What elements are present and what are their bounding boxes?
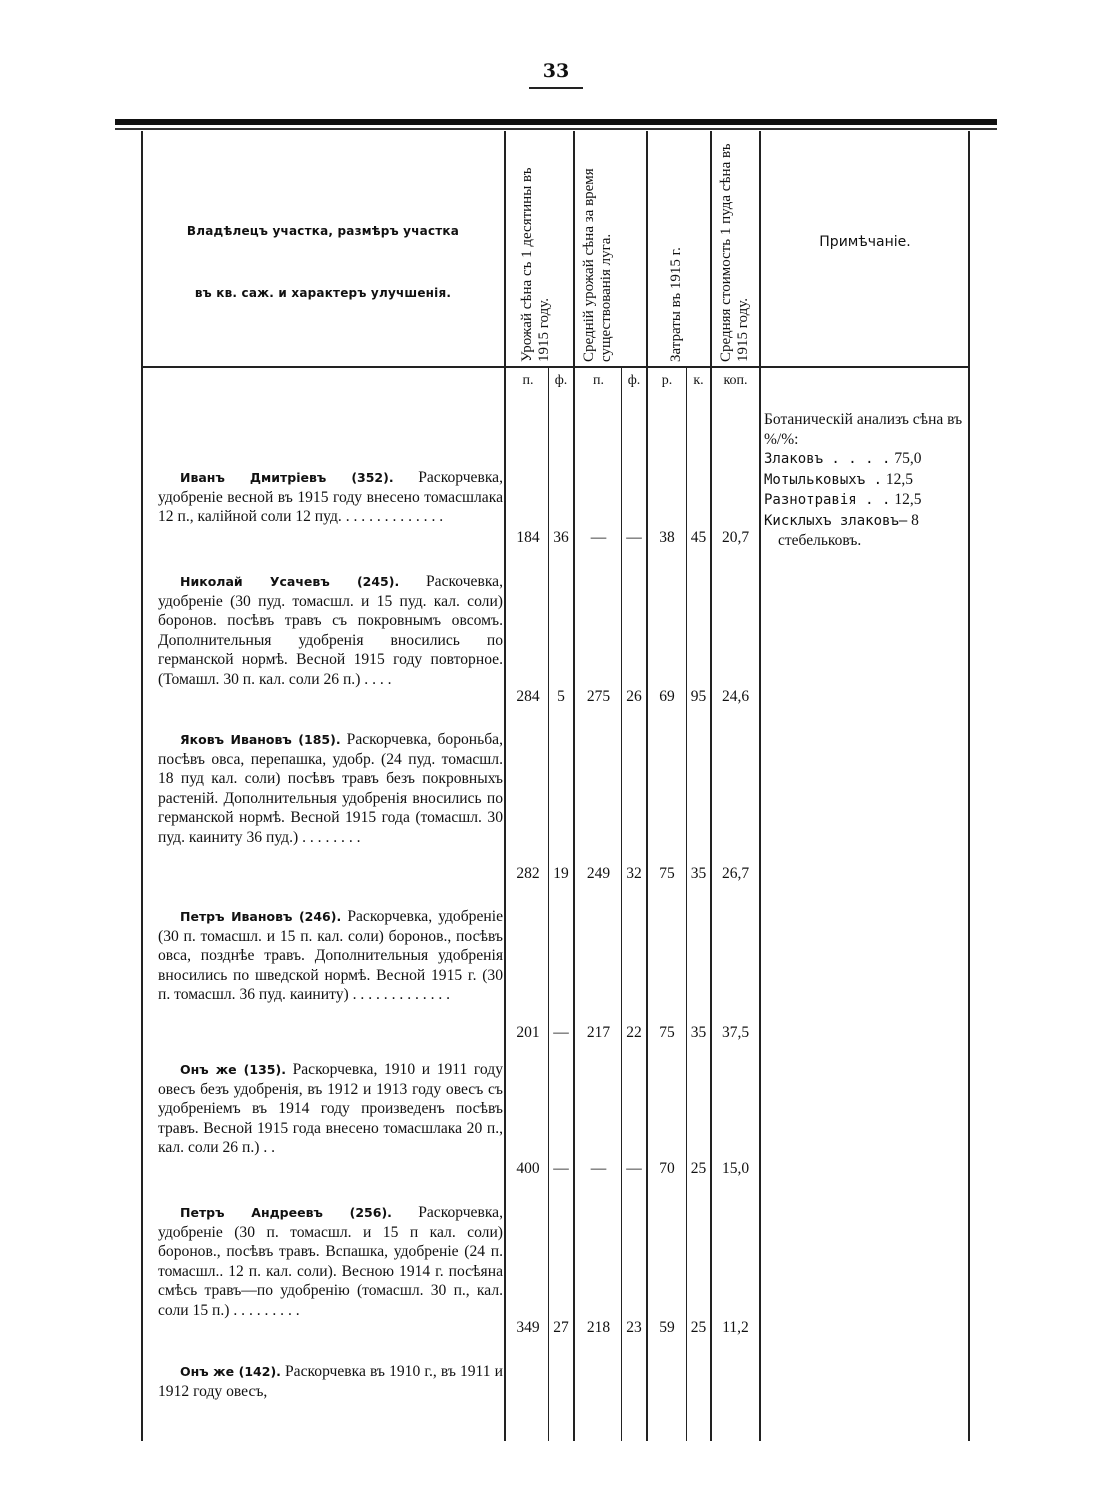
note-tail: стебельковъ. (778, 532, 862, 549)
yield-funt: 19 (553, 865, 569, 882)
owner-header-line1: Владѣлецъ участка, размѣръ участка (186, 224, 460, 238)
unit-label: р. (661, 373, 673, 388)
owner-name: Яковъ Ивановъ (185). (180, 732, 341, 747)
yield-funt: — (553, 1024, 569, 1041)
avg-yield-funt: 26 (626, 688, 642, 705)
yield-pud: 282 (516, 865, 540, 882)
avg-yield-funt: 22 (626, 1024, 642, 1041)
avg-yield-pud: — (590, 529, 607, 546)
table-row-description (158, 730, 503, 848)
botanical-analysis-note (764, 410, 974, 551)
avg-cost: 37,5 (721, 1024, 750, 1041)
yield-pud: 400 (516, 1160, 540, 1177)
header-rule (141, 366, 970, 368)
top-rule (115, 119, 997, 125)
yield-column-header: Урожай сѣна съ 1 десятины въ 1915 году. (519, 167, 552, 362)
note-item-label: Мотыльковыхъ . (764, 471, 883, 488)
cost-rubles: 69 (659, 688, 675, 705)
owner-name: Онъ же (135). (180, 1062, 286, 1077)
table-row-description (158, 1203, 503, 1321)
avg-cost: 20,7 (721, 529, 750, 546)
improvement-text: Раскорчевка, удобреніе (30 п. томасшл. и 15 п кал. соли) боронов., посѣвъ травъ. Вспашка, удобреніе (24 п. томасшл.. 12 п. кал. соли). Весною 1914 г. посѣяна смѣсь травъ—по удобренію (томасшл. 30 п., кал. соли 15 п.) . . . . . . . . . (158, 1204, 503, 1319)
improvement-text: Раскорчевка, бороньба, посѣвъ овса, перепашка, удобр. (24 пуд. томасшл. 18 пуд кал. соли) посѣвъ травъ безъ покровныхъ растеній. Дополнительныя удобренія вносились по германской нормѣ. Весной 1915 года (томасшл. 30 пуд. каиниту 36 пуд.) . . . . . . . . (158, 731, 504, 846)
table-border-right (968, 131, 970, 1441)
cost-rubles: 38 (659, 529, 675, 546)
table-row-description (158, 907, 503, 1005)
column-divider (710, 131, 712, 1441)
yield-pud: 184 (516, 529, 540, 546)
unit-label: п. (593, 373, 604, 388)
avg-yield-pud: — (590, 1160, 607, 1177)
unit-label: коп. (723, 373, 748, 388)
table-row-description (158, 1362, 503, 1401)
unit-label: п. (522, 373, 534, 388)
cost-kopecks: 35 (690, 865, 707, 882)
cost-rubles: 59 (659, 1319, 675, 1336)
unit-label: ф. (554, 373, 568, 388)
owner-name: Петръ Андреевъ (256). (180, 1205, 392, 1220)
column-divider (759, 131, 761, 1441)
avg-yield-pud: 249 (586, 865, 611, 882)
table-row-description (158, 572, 503, 690)
avg-yield-pud: 217 (586, 1024, 611, 1041)
note-item-label: Разнотравія . . (764, 492, 891, 508)
avg-yield-column-header: Средній урожай сѣна за время существованія луга. (581, 168, 614, 362)
column-divider (573, 131, 575, 1441)
column-divider (504, 131, 506, 1441)
yield-funt: — (553, 1160, 569, 1177)
cost-rubles: 75 (659, 865, 675, 882)
owner-name: Иванъ Дмитріевъ (352). (180, 470, 394, 485)
note-item (764, 511, 974, 532)
avg-yield-funt: — (626, 1160, 642, 1177)
cost-kopecks: 35 (690, 1024, 707, 1041)
improvement-text: Раскорчевка въ 1910 г., въ 1911 и 1912 году овесъ, (158, 1363, 503, 1400)
owner-column-header (144, 200, 502, 324)
note-item-label: Кисклыхъ злаковъ— (764, 512, 908, 529)
unit-label: ф. (627, 373, 641, 388)
cost-kopecks: 25 (690, 1319, 707, 1336)
unit-label: к. (693, 373, 704, 388)
note-item-value: 12,5 (894, 491, 922, 508)
page-number-rule (529, 87, 583, 89)
cost-rubles: 75 (659, 1024, 675, 1041)
table-row-description (158, 1060, 503, 1158)
note-item-value: 75,0 (894, 450, 922, 467)
cost-kopecks: 45 (690, 529, 707, 546)
cost-rubles: 70 (659, 1160, 675, 1177)
owner-header-line2: въ кв. саж. и характеръ улучшенія. (194, 286, 452, 300)
avg-cost: 26,7 (721, 865, 750, 882)
note-item-value: 8 (911, 511, 919, 529)
avg-yield-funt: 23 (626, 1319, 642, 1336)
owner-name: Онъ же (142). (180, 1364, 281, 1379)
note-column-header: Примѣчаніе. (819, 234, 911, 250)
avg-yield-funt: — (626, 529, 642, 546)
note-item (764, 449, 974, 470)
avg-cost: 15,0 (721, 1160, 750, 1177)
table-row-description (158, 468, 503, 527)
owner-name: Петръ Ивановъ (246). (180, 909, 342, 924)
cost-kopecks: 25 (690, 1160, 707, 1177)
avg-cost-column-header: Средняя стоимость 1 пуда сѣна въ 1915 году. (718, 143, 751, 362)
improvement-text: Раскорчевка, удобреніе (30 п. томасшл. и 15 п. кал. соли) боронов., посѣвъ овса, позднѣе травъ. Дополнительныя удобренія вносились по шведской нормѣ. Весной 1915 г. (30 п. томасшл. 36 пуд. каиниту) . . . . . . . . . . . . . (158, 908, 503, 1004)
note-item (764, 470, 974, 491)
avg-yield-pud: 218 (586, 1319, 611, 1336)
note-item-value: 12,5 (885, 470, 914, 488)
table-border-left (141, 131, 143, 1441)
yield-funt: 36 (553, 529, 569, 546)
improvement-text: Раскочевка, удобреніе (30 пуд. томасшл. и 15 пуд. кал. соли) боронов. посѣвъ травъ съ покровнымъ овсомъ. Дополнительныя удобренія вносились по германской нормѣ. Весной 1915 году повторное. (Томашл. 30 п. кал. соли 26 п.) . . . . (158, 573, 503, 688)
yield-pud: 284 (516, 688, 540, 705)
yield-funt: 27 (553, 1319, 569, 1336)
note-title: Ботаническій анализъ сѣна въ %/%: (764, 411, 963, 448)
top-rule-thin (115, 128, 997, 130)
improvement-text: Раскорчевка, 1910 и 1911 году овесъ безъ удобренія, въ 1912 и 1913 году овесъ съ удобреніемъ въ 1914 году произведенъ посѣвъ травъ. Весной 1915 года внесено томасшлака 20 п., кал. соли 26 п.) . . (158, 1061, 503, 1157)
avg-cost: 24,6 (721, 688, 750, 705)
column-divider (646, 131, 648, 1441)
costs-column-header: Затраты въ 1915 г. (668, 247, 684, 362)
note-item-label: Злаковъ . . . . (764, 451, 891, 467)
yield-pud: 201 (516, 1024, 540, 1041)
page-number: 33 (542, 60, 570, 82)
owner-name: Николай Усачевъ (245). (180, 574, 400, 589)
avg-cost: 11,2 (722, 1319, 749, 1336)
yield-pud: 349 (516, 1319, 540, 1336)
note-item (764, 490, 974, 511)
improvement-text: Раскорчевка, удобреніе весной въ 1915 году внесено томасшлака 12 п., калійной соли 12 пуд. . . . . . . . . . . . . . (158, 469, 503, 526)
cost-kopecks: 95 (690, 688, 707, 705)
avg-yield-funt: 32 (626, 865, 642, 882)
yield-funt: 5 (557, 688, 565, 705)
avg-yield-pud: 275 (586, 688, 611, 705)
